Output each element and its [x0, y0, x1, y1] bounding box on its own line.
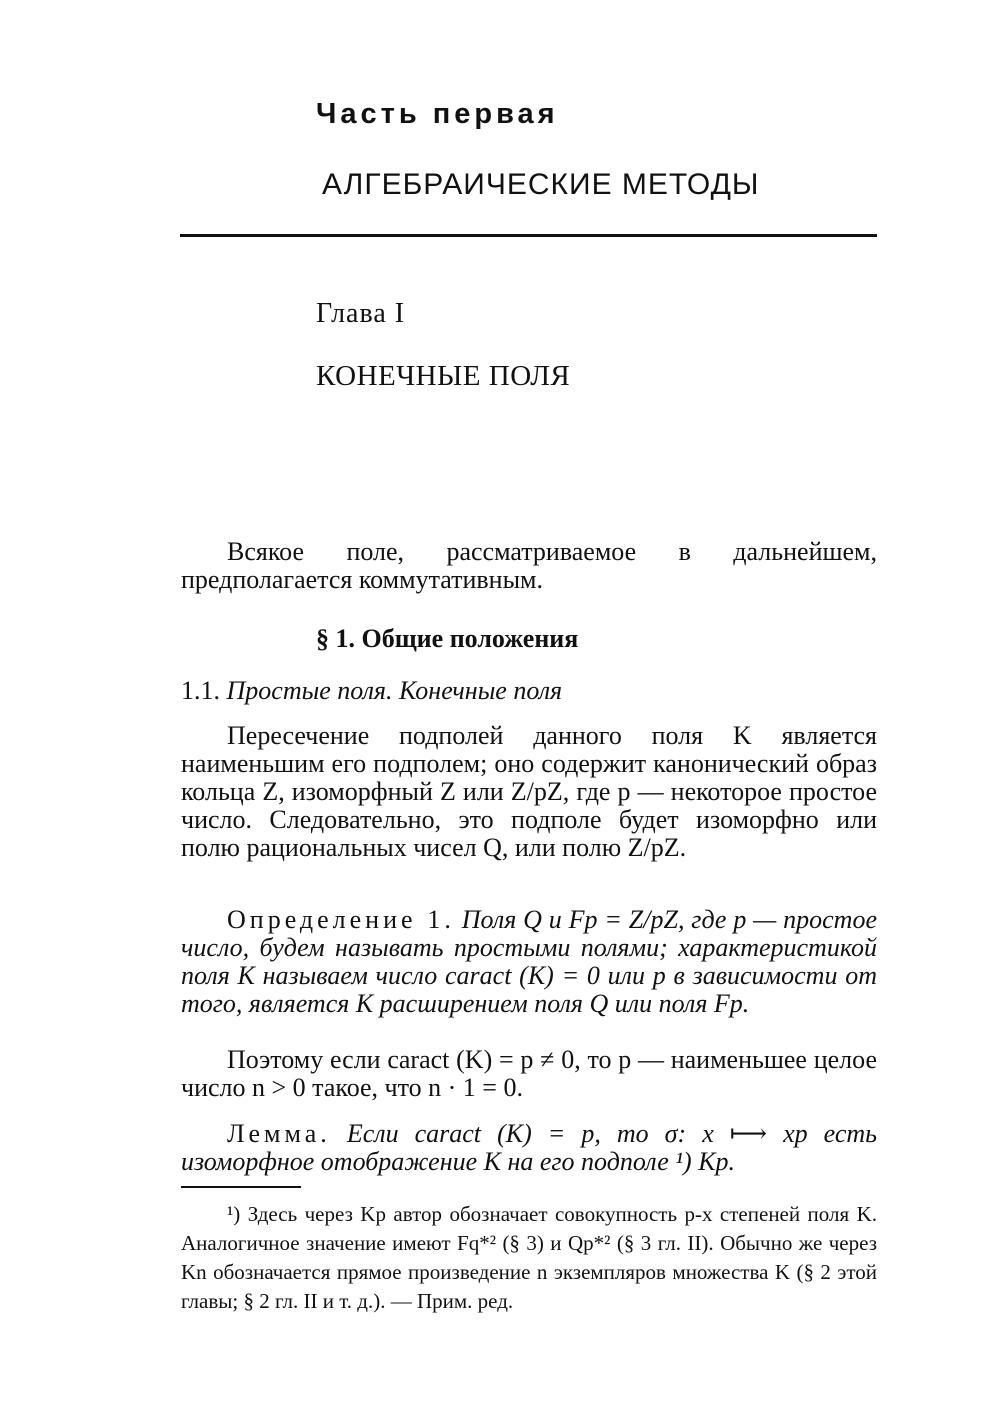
header-divider: [180, 234, 877, 237]
footnote-divider: [181, 1186, 301, 1188]
section-heading: § 1. Общие положения: [316, 624, 579, 653]
lemma-block: [181, 1120, 877, 1176]
subsection-heading: [181, 676, 562, 706]
intro-paragraph: Всякое поле, рассматриваемое в дальнейшем, предполагается коммутативным.: [181, 537, 877, 594]
paragraph-intersection: Пересечение подполей данного поля K является наименьшим его подполем; оно содержит канонический образ кольца Z, изоморфный Z или Z/pZ, где p — некоторое простое число. Следовательно, это подполе будет изоморфно или полю рациональных чисел Q, или полю Z/pZ.: [181, 721, 877, 862]
footnote-text: Здесь через Kp автор обозначает совокупность p-х степеней поля K. Аналогичное значение имеют Fq*² (§ 3) и Qp*² (§ 3 гл. II). Обычно же через Kn обозначается прямое произведение n экземпляров множества K (§ 2 этой главы; § 2 гл. II и т. д.). — Прим. ред.: [181, 1202, 878, 1313]
definition-text: Поля Q и Fp = Z/pZ, где p — простое число, будем называть простыми полями; характеристикой поля K называем число caract (K) = 0 или p в зависимости от того, является K расширением поля Q или поля Fp.: [181, 905, 878, 1018]
part-title: АЛГЕБРАИЧЕСКИЕ МЕТОДЫ: [322, 168, 760, 201]
chapter-label: Глава I: [316, 298, 406, 329]
subsection-title: Простые поля. Конечные поля: [226, 676, 563, 705]
definition-block: [181, 906, 877, 1018]
footnote: [181, 1200, 877, 1316]
lemma-text: Если caract (K) = p, то σ: x ⟼ xp есть изоморфное отображение K на его подполе ¹) Kp.: [181, 1119, 878, 1176]
chapter-title: КОНЕЧНЫЕ ПОЛЯ: [316, 360, 571, 392]
subsection-number: 1.1.: [181, 676, 220, 705]
lemma-label: Лемма.: [227, 1119, 331, 1148]
footnote-marker: ¹): [227, 1202, 241, 1226]
part-label: Часть первая: [316, 98, 559, 130]
definition-label: Определение 1.: [227, 905, 455, 934]
paragraph-characteristic: Поэтому если caract (K) = p ≠ 0, то p — наименьшее целое число n > 0 такое, что n · 1 = 0.: [181, 1045, 877, 1102]
